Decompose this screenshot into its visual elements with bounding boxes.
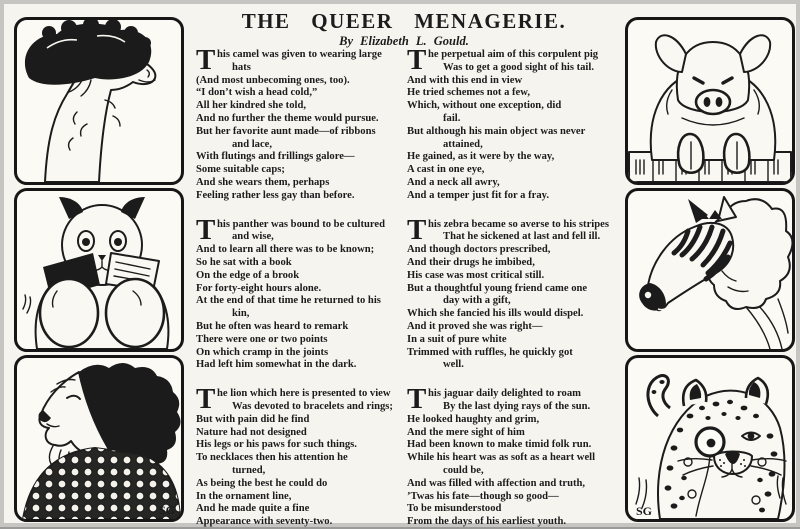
drop-cap: T xyxy=(407,213,427,246)
poem-line: turned, xyxy=(232,464,266,476)
poem-line: But a thoughtful young friend came one xyxy=(407,282,588,294)
poem-line: In a suit of pure white xyxy=(407,333,507,345)
poem-line: While his heart was as soft as a heart well xyxy=(407,452,596,464)
pig-drawing xyxy=(628,20,792,182)
poem-line: All her kindred she told, xyxy=(196,100,306,112)
poem-line: day with a gift, xyxy=(443,295,511,307)
poem-line: Nature had not designed xyxy=(196,426,307,438)
camel-hat xyxy=(25,20,151,85)
poem-line: To be misunderstood xyxy=(407,503,502,515)
poem-line: “I don’t wish a head cold,” xyxy=(196,87,318,99)
poem-line: And a temper just fit for a fray. xyxy=(407,189,550,201)
poem-line: There were one or two points xyxy=(196,333,328,345)
poem-line: his panther was bound to be cultured xyxy=(217,218,385,230)
poem-line: fail. xyxy=(443,112,461,124)
poem-line: well. xyxy=(443,359,464,371)
masthead xyxy=(189,9,619,48)
panther-reading-book-illustration xyxy=(14,188,184,352)
poem-line: And it proved she was right— xyxy=(407,320,543,332)
jaguar-drawing xyxy=(628,358,792,519)
poem-line: His case was most critical still. xyxy=(407,269,545,281)
poem-line: Had left him somewhat in the dark. xyxy=(196,359,357,371)
poem-line: With flutings and frillings galore— xyxy=(196,151,355,163)
corpulent-pig-at-fence-illustration xyxy=(625,17,795,185)
poem-line: his jaguar daily delighted to roam xyxy=(428,388,581,400)
poem-line: Had been known to make timid folk run. xyxy=(407,439,592,451)
poem-line: Which, without one exception, did xyxy=(407,100,562,112)
poem-line: On the edge of a brook xyxy=(196,269,300,281)
poem-line: By the last dying rays of the sun. xyxy=(443,400,591,412)
poem-column-left xyxy=(196,44,404,529)
drop-cap: T xyxy=(196,44,216,76)
poem-line: From the days of his earliest youth. xyxy=(407,516,566,528)
poem-line: That he sickened at last and fell ill. xyxy=(443,231,601,243)
poem-line: In the ornament line, xyxy=(196,490,292,502)
poem-line: Some suitable caps; xyxy=(196,164,285,176)
page-title: THE QUEER MENAGERIE. xyxy=(241,9,567,33)
poem-line: On which cramp in the joints xyxy=(196,346,329,358)
drop-cap: T xyxy=(407,44,427,76)
poem-line: And to learn all there was to be known; xyxy=(196,244,375,256)
poem-line: Trimmed with ruffles, he quickly got xyxy=(407,346,573,358)
camel-in-large-hat-illustration xyxy=(14,17,184,185)
poem-line: At the end of that time he returned to his xyxy=(196,295,381,307)
poem-zebra xyxy=(407,213,619,373)
lion-wearing-necklaces-illustration xyxy=(14,355,184,522)
jaguar-with-monocle-illustration xyxy=(625,355,795,522)
zebra-drawing xyxy=(628,191,792,349)
poem-line: his zebra became so averse to his stripes xyxy=(428,218,609,230)
drop-cap: T xyxy=(196,383,216,416)
poem-line: As being the best he could do xyxy=(196,477,328,489)
poem-line: could be, xyxy=(443,464,484,476)
left-illustration-column xyxy=(14,17,184,522)
poem-line: But he often was heard to remark xyxy=(196,320,349,332)
poem-line: kin, xyxy=(232,308,250,320)
zebra-in-ruffled-suit-illustration xyxy=(625,188,795,352)
right-illustration-column xyxy=(625,17,795,522)
poem-pig xyxy=(407,44,619,203)
poem-column-right xyxy=(407,44,619,529)
poem-line: he perpetual aim of this corpulent pig xyxy=(428,49,599,60)
poem-lion xyxy=(196,383,404,529)
poem-line: For forty-eight hours alone. xyxy=(196,282,322,294)
poem-line: ’Twas his fate—though so good— xyxy=(407,490,559,502)
poem-panther xyxy=(196,213,404,373)
poem-line: he lion which here is presented to view xyxy=(217,388,391,400)
poem-line: Was devoted to bracelets and rings; xyxy=(232,400,393,412)
poem-line: But although his main object was never xyxy=(407,125,586,137)
lion-drawing xyxy=(17,358,181,519)
artist-signature: SG xyxy=(636,504,653,518)
poem-line: And though doctors prescribed, xyxy=(407,244,551,256)
artist-signature: SG xyxy=(159,503,176,517)
poem-line: his camel was given to wearing large xyxy=(217,49,382,60)
poem-line: But with pain did he find xyxy=(196,413,310,425)
poem-line: and lace, xyxy=(232,138,273,150)
poem-jaguar xyxy=(407,383,619,529)
poem-line: And with this end in view xyxy=(407,74,523,86)
poem-line: Appearance with seventy-two. xyxy=(196,516,333,528)
poem-line: And no further the theme would pursue. xyxy=(196,112,379,124)
drop-cap: T xyxy=(407,383,427,416)
poem-line: hats xyxy=(232,61,251,73)
poem-line: And he made quite a fine xyxy=(196,503,310,515)
drop-cap: T xyxy=(196,213,216,246)
poem-line: And the mere sight of him xyxy=(407,426,525,438)
poem-line: Was to get a good sight of his tail. xyxy=(443,61,594,73)
poem-line: He looked haughty and grim, xyxy=(407,413,540,425)
poem-line: And was filled with affection and truth, xyxy=(407,477,586,489)
poem-line: (And most unbecoming ones, too). xyxy=(196,74,350,86)
poem-line: He tried schemes not a few, xyxy=(407,87,530,99)
poem-line: and wise, xyxy=(232,231,274,243)
poem-line: But her favorite aunt made—of ribbons xyxy=(196,125,376,137)
poem-line: To necklaces then his attention he xyxy=(196,452,348,464)
poem-line: Which she fancied his ills would dispel. xyxy=(407,308,584,320)
poem-line: He gained, as it were by the way, xyxy=(407,151,555,163)
poem-line: So he sat with a book xyxy=(196,256,292,268)
panther-drawing xyxy=(17,191,181,349)
poem-line: His legs or his paws for such things. xyxy=(196,439,357,451)
poem-line: Feeling rather less gay than before. xyxy=(196,189,355,201)
poem-line: And she wears them, perhaps xyxy=(196,176,330,188)
poem-line: And their drugs he imbibed, xyxy=(407,256,535,268)
poem-line: And a neck all awry, xyxy=(407,176,500,188)
poem-line: attained, xyxy=(443,138,483,150)
poem-camel xyxy=(196,44,404,203)
camel-drawing xyxy=(17,20,181,182)
byline: By Elizabeth L. Gould. xyxy=(339,34,469,48)
poem-line: A cast in one eye, xyxy=(407,164,485,176)
